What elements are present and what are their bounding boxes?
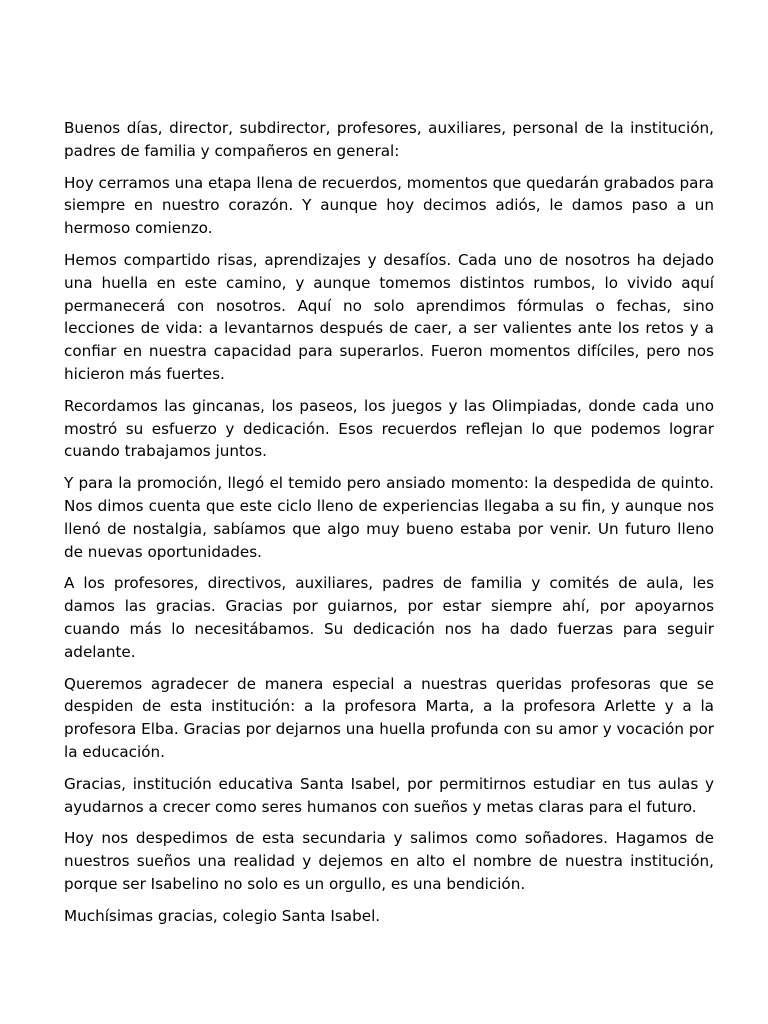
paragraph-final-thanks: Muchísimas gracias, colegio Santa Isabel. xyxy=(64,906,381,925)
speech-text xyxy=(64,117,714,937)
paragraph-promotion: Y para la promoción, llegó el temido pero ansiado momento: la despedida de quinto. Nos dimos cuenta que este ciclo lleno de experiencias llegaba a su fin, y aunque nos llenó de nostalgia, sabíamos que algo muy bueno estaba por venir. Un futuro lleno de nuevas oportunidades. xyxy=(64,474,714,561)
paragraph-dreamers: Hoy nos despedimos de esta secundaria y salimos como soñadores. Hagamos de nuestros sueños una realidad y dejemos en alto el nombre de nuestra institución, porque ser Isabelino no solo es un orgullo, es una bendición. xyxy=(64,829,714,893)
paragraph-thanks-staff: A los profesores, directivos, auxiliares, padres de familia y comités de aula, les damos las gracias. Gracias por guiarnos, por estar siempre ahí, por apoyarnos cuando más lo necesitábamos. Su dedicación nos ha dado fuerzas para seguir adelante. xyxy=(64,574,714,661)
paragraph-thanks-teachers: Queremos agradecer de manera especial a nuestras queridas profesoras que se despiden de esta institución: a la profesora Marta, a la profesora Arlette y a la profesora Elba. Gracias por dejarnos una huella profunda con su amor y vocación por la educación. xyxy=(64,674,714,761)
paragraph-shared-experiences: Hemos compartido risas, aprendizajes y desafíos. Cada uno de nosotros ha dejado una huella en este camino, y aunque tomemos distintos rumbos, lo vivido aquí permanecerá con nosotros. Aquí no solo aprendimos fórmulas o fechas, sino lecciones de vida: a levantarnos después de caer, a ser valientes ante los retos y a confiar en nuestra capacidad para superarlos. Fueron momentos difíciles, pero nos hicieron más fuertes. xyxy=(64,250,714,383)
paragraph-thanks-institution: Gracias, institución educativa Santa Isabel, por permitirnos estudiar en tus aulas y ayudarnos a crecer como seres humanos con sueños y metas claras para el futuro. xyxy=(64,774,714,816)
paragraph-closing-stage: Hoy cerramos una etapa llena de recuerdos, momentos que quedarán grabados para siempre en nuestro corazón. Y aunque hoy decimos adiós, le damos paso a un hermoso comienzo. xyxy=(64,173,714,238)
paragraph-memories: Recordamos las gincanas, los paseos, los juegos y las Olimpiadas, donde cada uno mostró su esfuerzo y dedicación. Esos recuerdos reflejan lo que podemos lograr cuando trabajamos juntos. xyxy=(64,396,714,461)
paragraph-greeting: Buenos días, director, subdirector, profesores, auxiliares, personal de la institución, padres de familia y compañeros en general: xyxy=(64,119,714,160)
